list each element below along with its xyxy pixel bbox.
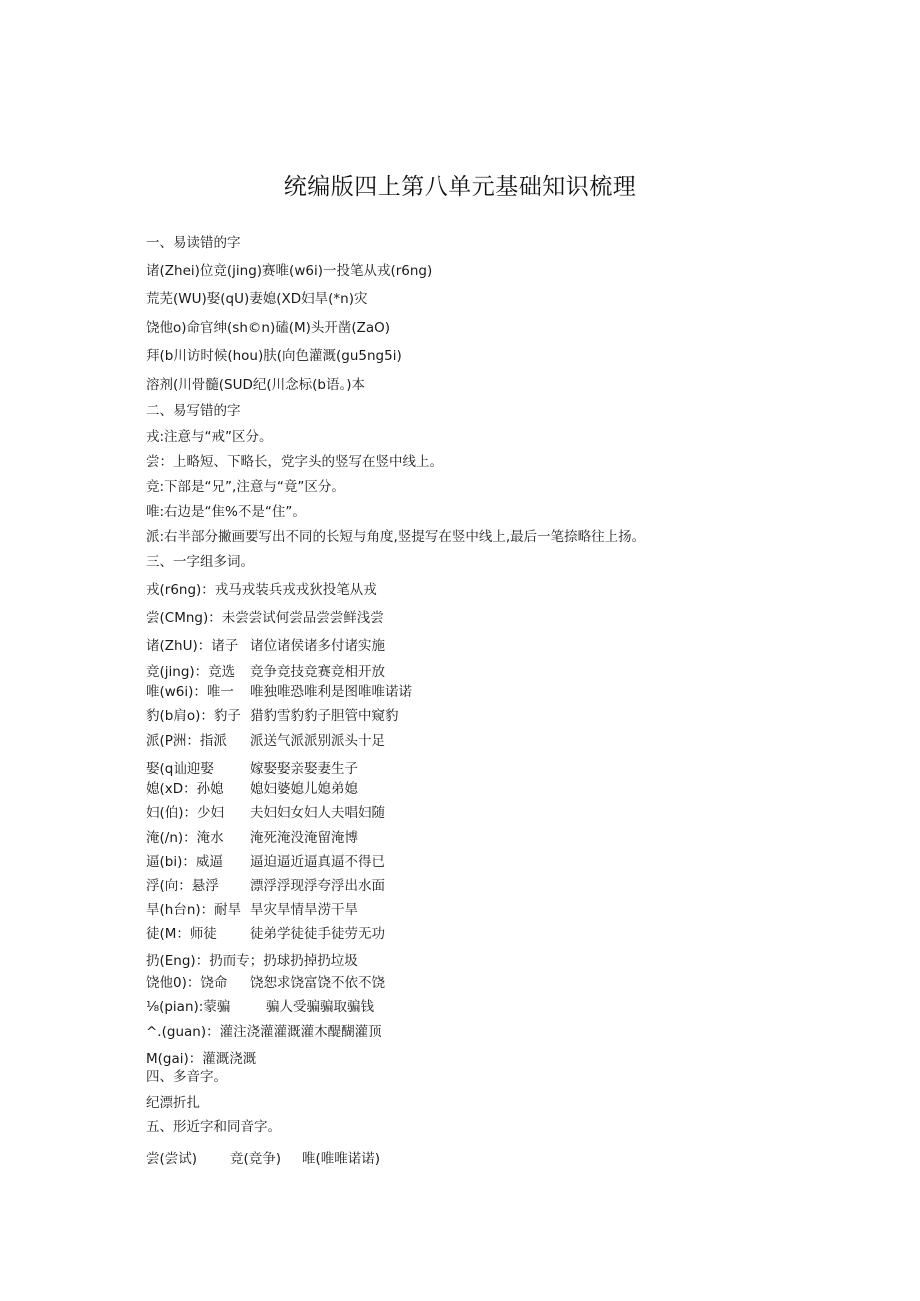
- page-title: 统编版四上第八单元基础知识梳理: [283, 174, 637, 200]
- section-4-heading: 四、多音字。: [146, 1069, 227, 1085]
- section-1-heading: 一、易读错的字: [146, 235, 241, 251]
- s2-line-3: 竞:下部是“兄”,注意与“竟”区分。: [146, 479, 345, 495]
- s3-line-chang: 尝(CMng)：未尝尝试何尝品尝尝鲜浅尝: [146, 610, 384, 626]
- s1-line-1: 诸(Zhei)位竞(jing)赛唯(w6i)一投笔从戎(r6ng): [146, 263, 433, 279]
- s2-line-2: 尝：上略短、下略长，党字头的竖写在竖中线上。: [146, 454, 443, 470]
- s2-line-1: 戎:注意与“戒”区分。: [146, 429, 273, 445]
- document-page: 统编版四上第八单元基础知识梳理 一、易读错的字 诸(Zhei)位竞(jing)赛唯(w6i)一投笔从戎(r6ng) 荒芜(WU)娶(qU)妻媳(XD妇旱(*n)灾 饶他o)命官绅(sh©n)磕(M)头开凿(ZaO) 拜(b川访时候(hou)肤(向色灌溉(gu5ng5i) 溶剂(川骨髓(SUD纪(川念标(b语。)本 二、易写错的字 戎:注意与“戒”区分。 尝：上略短、下略长，党字头的竖写在竖中线上。 竞:下部是“兄”,注意与“竟”区分。 唯:右边是“隹%不是“住”。 派:右半部分撇画要写出不同的长短与角度,竖提写在竖中线上,最后一笔捺略往上扬。 三、一字组多词。 戎(r6ng)：戎马戎装兵戎戎狄投笔从戎 尝(CMng)：未尝尝试何尝品尝尝鲜浅尝 诸(ZhU)：诸子 诸位诸侯诸多付诸实施 竞(jing)：竞选 竞争竞技竞赛竞相开放 唯(w6i)：唯一 唯独唯恐唯利是图唯唯诺诺 豹(b肩o)：豹子 猎豹雪豹豹子胆管中窥豹 派(P洲：指派 派送气派派别派头十足 娶(q讪迎娶 嫁娶娶亲娶妻生子 媳(xD：孙媳 媳妇婆媳儿媳弟媳 妇(伯)：少妇 夫妇妇女妇人夫唱妇随 淹(/n)：淹水 淹死淹没淹留淹博 逼(bi)：威逼 逼迫逼近逼真逼不得已 浮(向：悬浮 漂浮浮现浮夸浮出水面 旱(h台n)：耐旱 旱灾旱情旱涝干旱 徒(M：师徒 徒弟学徒徒手徒劳无功 扔(Eng)：扔而专；扔球扔掉扔垃圾 饶他0)：饶命 饶恕求饶富饶不依不饶 ⅛(pian):蒙骗 骗人受骗骗取骗钱 ^.(guan)：灌注浇灌灌溉灌木醍醐灌顶 M(gai)：灌溉浇溉 四、多音字。 纪漂折扎 五、形近字和同音字。 尝(尝试) 竞(竞争) 唯(唯唯诺诺): [0, 0, 920, 1301]
- s2-line-4: 唯:右边是“隹%不是“住”。: [146, 504, 306, 520]
- s3-line-guan: ^.(guan)：灌注浇灌灌溉灌木醍醐灌顶: [146, 1024, 382, 1040]
- s1-line-2: 荒芜(WU)娶(qU)妻媳(XD妇旱(*n)灾: [146, 291, 368, 307]
- section-3-heading: 三、一字组多词。: [146, 554, 254, 570]
- s4-line: 纪漂折扎: [146, 1095, 200, 1111]
- s1-line-4: 拜(b川访时候(hou)肤(向色灌溉(gu5ng5i): [146, 348, 402, 364]
- s3-line-gai: M(gai)：灌溉浇溉: [146, 1051, 257, 1067]
- s3-line-reng: 扔(Eng)：扔而专；扔球扔掉扔垃圾: [146, 953, 358, 969]
- s3-line-rong: 戎(r6ng)：戎马戎装兵戎戎狄投笔从戎: [146, 582, 377, 598]
- s2-line-5: 派:右半部分撇画要写出不同的长短与角度,竖提写在竖中线上,最后一笔捺略往上扬。: [146, 529, 646, 545]
- s1-line-3: 饶他o)命官绅(sh©n)磕(M)头开凿(ZaO): [146, 320, 391, 336]
- section-2-heading: 二、易写错的字: [146, 403, 241, 419]
- section-5-heading: 五、形近字和同音字。: [146, 1119, 281, 1135]
- s1-line-5: 溶剂(川骨髓(SUD纪(川念标(b语。)本: [146, 377, 365, 393]
